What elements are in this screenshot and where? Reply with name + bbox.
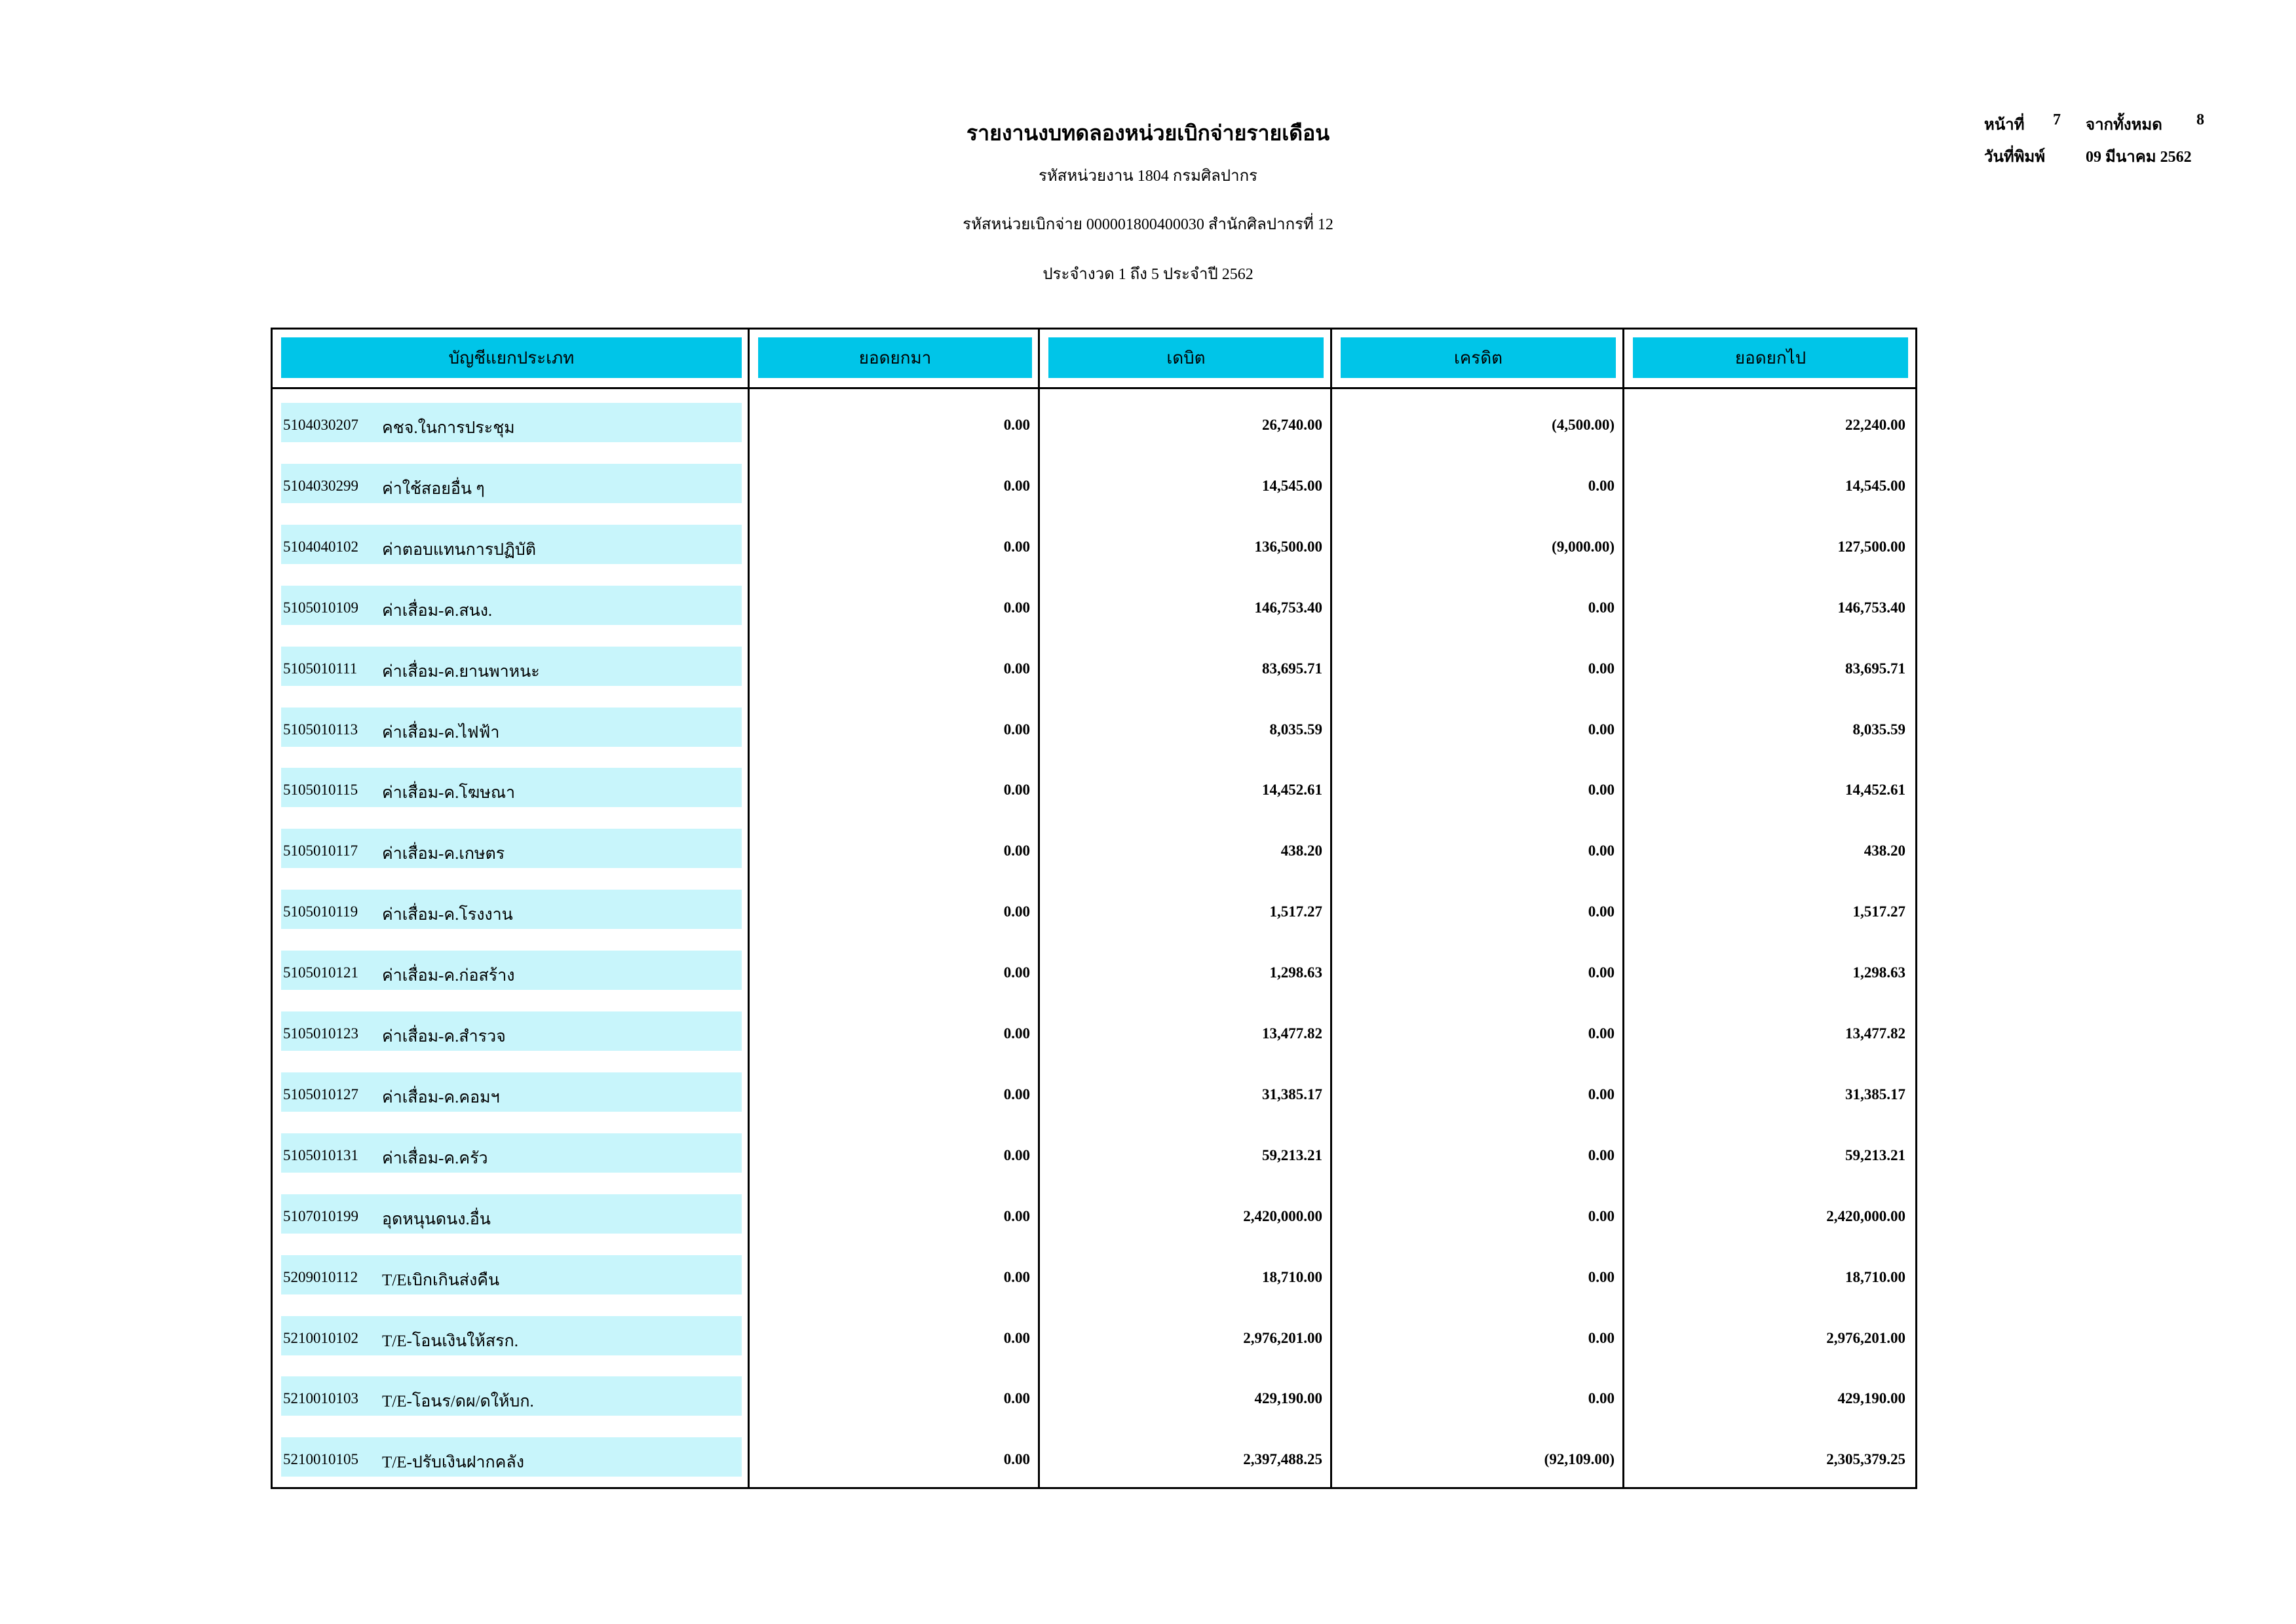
debit-value: 18,710.00 <box>1262 1269 1322 1285</box>
header-divider <box>271 387 1917 389</box>
account-name: ค่าเสื่อม-ค.โฆษณา <box>382 784 516 802</box>
credit-value: 0.00 <box>1588 842 1615 859</box>
credit-value: 0.00 <box>1588 1390 1615 1407</box>
report-title: รายงานงบทดลองหน่วยเบิกจ่ายรายเดือน <box>966 121 1330 145</box>
account-name: ค่าเสื่อม-ค.ก่อสร้าง <box>382 967 515 985</box>
debit-value: 26,740.00 <box>1262 417 1322 433</box>
brought-forward-value: 0.00 <box>1003 964 1030 981</box>
debit-value: 1,517.27 <box>1269 903 1322 920</box>
debit-value: 1,298.63 <box>1269 964 1322 981</box>
table-row <box>0 708 2296 748</box>
table-row <box>0 951 2296 991</box>
account-name: อุดหนุนดนง.อื่น <box>382 1211 491 1228</box>
account-name: ค่าเสื่อม-ค.ไฟฟ้า <box>382 724 500 742</box>
debit-value: 2,420,000.00 <box>1243 1208 1322 1224</box>
brought-forward-value: 0.00 <box>1003 1025 1030 1042</box>
credit-value: 0.00 <box>1588 1269 1615 1285</box>
account-code: 5105010121 <box>283 964 358 981</box>
credit-value: 0.00 <box>1588 1147 1615 1163</box>
table-row <box>0 525 2296 565</box>
carried-forward-value: 83,695.71 <box>1845 660 1905 677</box>
account-code: 5105010119 <box>283 903 358 920</box>
account-name: ค่าเสื่อม-ค.สำรวจ <box>382 1028 506 1046</box>
carried-forward-value: 2,420,000.00 <box>1826 1208 1905 1224</box>
table-row <box>0 829 2296 869</box>
account-name: ค่าใช้สอยอื่น ๆ <box>382 480 485 498</box>
column-header-account: บัญชีแยกประเภท <box>281 337 742 378</box>
brought-forward-value: 0.00 <box>1003 538 1030 555</box>
carried-forward-value: 2,976,201.00 <box>1826 1330 1905 1346</box>
debit-value: 429,190.00 <box>1254 1390 1322 1407</box>
brought-forward-value: 0.00 <box>1003 1208 1030 1224</box>
page-meta <box>0 0 2296 170</box>
account-code: 5104030299 <box>283 478 358 494</box>
credit-value: 0.00 <box>1588 964 1615 981</box>
column-header-debit: เดบิต <box>1048 337 1324 378</box>
account-name: ค่าเสื่อม-ค.เกษตร <box>382 845 505 863</box>
debit-value: 146,753.40 <box>1254 599 1322 616</box>
total-pages: 8 <box>2196 111 2204 128</box>
account-name: ค่าเสื่อม-ค.โรงงาน <box>382 906 513 924</box>
period-line: ประจำงวด 1 ถึง 5 ประจำปี 2562 <box>1043 266 1253 283</box>
carried-forward-value: 1,517.27 <box>1852 903 1905 920</box>
brought-forward-value: 0.00 <box>1003 599 1030 616</box>
table-row <box>0 768 2296 808</box>
brought-forward-value: 0.00 <box>1003 1330 1030 1346</box>
carried-forward-value: 14,545.00 <box>1845 478 1905 494</box>
account-name: ค่าตอบแทนการปฏิบัติ <box>382 541 536 559</box>
brought-forward-value: 0.00 <box>1003 1390 1030 1407</box>
debit-value: 14,452.61 <box>1262 782 1322 798</box>
table-row <box>0 1011 2296 1052</box>
carried-forward-value: 1,298.63 <box>1852 964 1905 981</box>
account-name: T/Eเบิกเกินส่งคืน <box>382 1272 500 1289</box>
credit-value: 0.00 <box>1588 782 1615 798</box>
account-name: คชจ.ในการประชุม <box>382 419 515 437</box>
page-number: 7 <box>2053 111 2061 128</box>
account-name: ค่าเสื่อม-ค.คอมฯ <box>382 1089 500 1106</box>
table-row <box>0 647 2296 687</box>
carried-forward-value: 429,190.00 <box>1837 1390 1905 1407</box>
carried-forward-value: 8,035.59 <box>1852 721 1905 738</box>
brought-forward-value: 0.00 <box>1003 1451 1030 1467</box>
disbursing-unit-line: รหัสหน่วยเบิกจ่าย 000001800400030 สำนักศิลปากรที่ 12 <box>963 216 1333 233</box>
credit-value: 0.00 <box>1588 1025 1615 1042</box>
carried-forward-value: 18,710.00 <box>1845 1269 1905 1285</box>
account-code: 5105010113 <box>283 721 358 738</box>
debit-value: 2,976,201.00 <box>1243 1330 1322 1346</box>
brought-forward-value: 0.00 <box>1003 721 1030 738</box>
debit-value: 8,035.59 <box>1269 721 1322 738</box>
account-code: 5210010102 <box>283 1330 358 1346</box>
account-name: T/E-ปรับเงินฝากคลัง <box>382 1454 524 1471</box>
brought-forward-value: 0.00 <box>1003 1269 1030 1285</box>
carried-forward-value: 14,452.61 <box>1845 782 1905 798</box>
debit-value: 59,213.21 <box>1262 1147 1322 1163</box>
brought-forward-value: 0.00 <box>1003 842 1030 859</box>
credit-value: (4,500.00) <box>1552 417 1615 433</box>
total-pages-label: จากทั้งหมด <box>2086 117 2162 134</box>
table-row <box>0 1376 2296 1417</box>
agency-line: รหัสหน่วยงาน 1804 กรมศิลปากร <box>1038 168 1258 185</box>
table-row <box>0 586 2296 626</box>
carried-forward-value: 13,477.82 <box>1845 1025 1905 1042</box>
column-header-credit: เครดิต <box>1341 337 1616 378</box>
credit-value: 0.00 <box>1588 721 1615 738</box>
account-name: T/E-โอนร/ดผ/ดให้บก. <box>382 1393 534 1410</box>
print-date-label: วันที่พิมพ์ <box>1984 149 2046 166</box>
table-row <box>0 403 2296 444</box>
brought-forward-value: 0.00 <box>1003 660 1030 677</box>
account-name: ค่าเสื่อม-ค.ยานพาหนะ <box>382 663 540 681</box>
account-code: 5210010103 <box>283 1390 358 1407</box>
account-code: 5105010111 <box>283 660 358 677</box>
carried-forward-value: 146,753.40 <box>1837 599 1905 616</box>
credit-value: 0.00 <box>1588 599 1615 616</box>
table-row <box>0 1072 2296 1113</box>
brought-forward-value: 0.00 <box>1003 1086 1030 1103</box>
debit-value: 2,397,488.25 <box>1243 1451 1322 1467</box>
table-row <box>0 1133 2296 1174</box>
brought-forward-value: 0.00 <box>1003 417 1030 433</box>
credit-value: 0.00 <box>1588 903 1615 920</box>
carried-forward-value: 31,385.17 <box>1845 1086 1905 1103</box>
table-row <box>0 1316 2296 1357</box>
debit-value: 31,385.17 <box>1262 1086 1322 1103</box>
brought-forward-value: 0.00 <box>1003 782 1030 798</box>
credit-value: 0.00 <box>1588 1208 1615 1224</box>
table-row <box>0 890 2296 930</box>
credit-value: (9,000.00) <box>1552 538 1615 555</box>
debit-value: 83,695.71 <box>1262 660 1322 677</box>
carried-forward-value: 127,500.00 <box>1837 538 1905 555</box>
table-row <box>0 1437 2296 1478</box>
account-code: 5105010127 <box>283 1086 358 1103</box>
account-code: 5105010117 <box>283 842 358 859</box>
account-code: 5105010123 <box>283 1025 358 1042</box>
account-name: ค่าเสื่อม-ค.ครัว <box>382 1150 488 1167</box>
debit-value: 14,545.00 <box>1262 478 1322 494</box>
account-code: 5210010105 <box>283 1451 358 1467</box>
debit-value: 13,477.82 <box>1262 1025 1322 1042</box>
credit-value: 0.00 <box>1588 478 1615 494</box>
table-row <box>0 1194 2296 1235</box>
brought-forward-value: 0.00 <box>1003 478 1030 494</box>
account-code: 5104040102 <box>283 538 358 555</box>
account-code: 5105010115 <box>283 782 358 798</box>
account-code: 5104030207 <box>283 417 358 433</box>
debit-value: 438.20 <box>1280 842 1322 859</box>
account-code: 5209010112 <box>283 1269 358 1285</box>
account-code: 5107010199 <box>283 1208 358 1224</box>
account-name: ค่าเสื่อม-ค.สนง. <box>382 602 493 620</box>
print-date: 09 มีนาคม 2562 <box>2086 149 2192 166</box>
account-name: T/E-โอนเงินให้สรก. <box>382 1332 518 1350</box>
table-row <box>0 1255 2296 1296</box>
carried-forward-value: 438.20 <box>1864 842 1905 859</box>
page-label: หน้าที่ <box>1984 117 2025 134</box>
carried-forward-value: 2,305,379.25 <box>1826 1451 1905 1467</box>
column-header-brought-forward: ยอดยกมา <box>758 337 1032 378</box>
credit-value: (92,109.00) <box>1544 1451 1615 1467</box>
table-row <box>0 464 2296 504</box>
brought-forward-value: 0.00 <box>1003 903 1030 920</box>
carried-forward-value: 22,240.00 <box>1845 417 1905 433</box>
carried-forward-value: 59,213.21 <box>1845 1147 1905 1163</box>
account-code: 5105010131 <box>283 1147 358 1163</box>
debit-value: 136,500.00 <box>1254 538 1322 555</box>
column-header-carried-forward: ยอดยกไป <box>1633 337 1908 378</box>
brought-forward-value: 0.00 <box>1003 1147 1030 1163</box>
credit-value: 0.00 <box>1588 1086 1615 1103</box>
account-code: 5105010109 <box>283 599 358 616</box>
credit-value: 0.00 <box>1588 1330 1615 1346</box>
credit-value: 0.00 <box>1588 660 1615 677</box>
